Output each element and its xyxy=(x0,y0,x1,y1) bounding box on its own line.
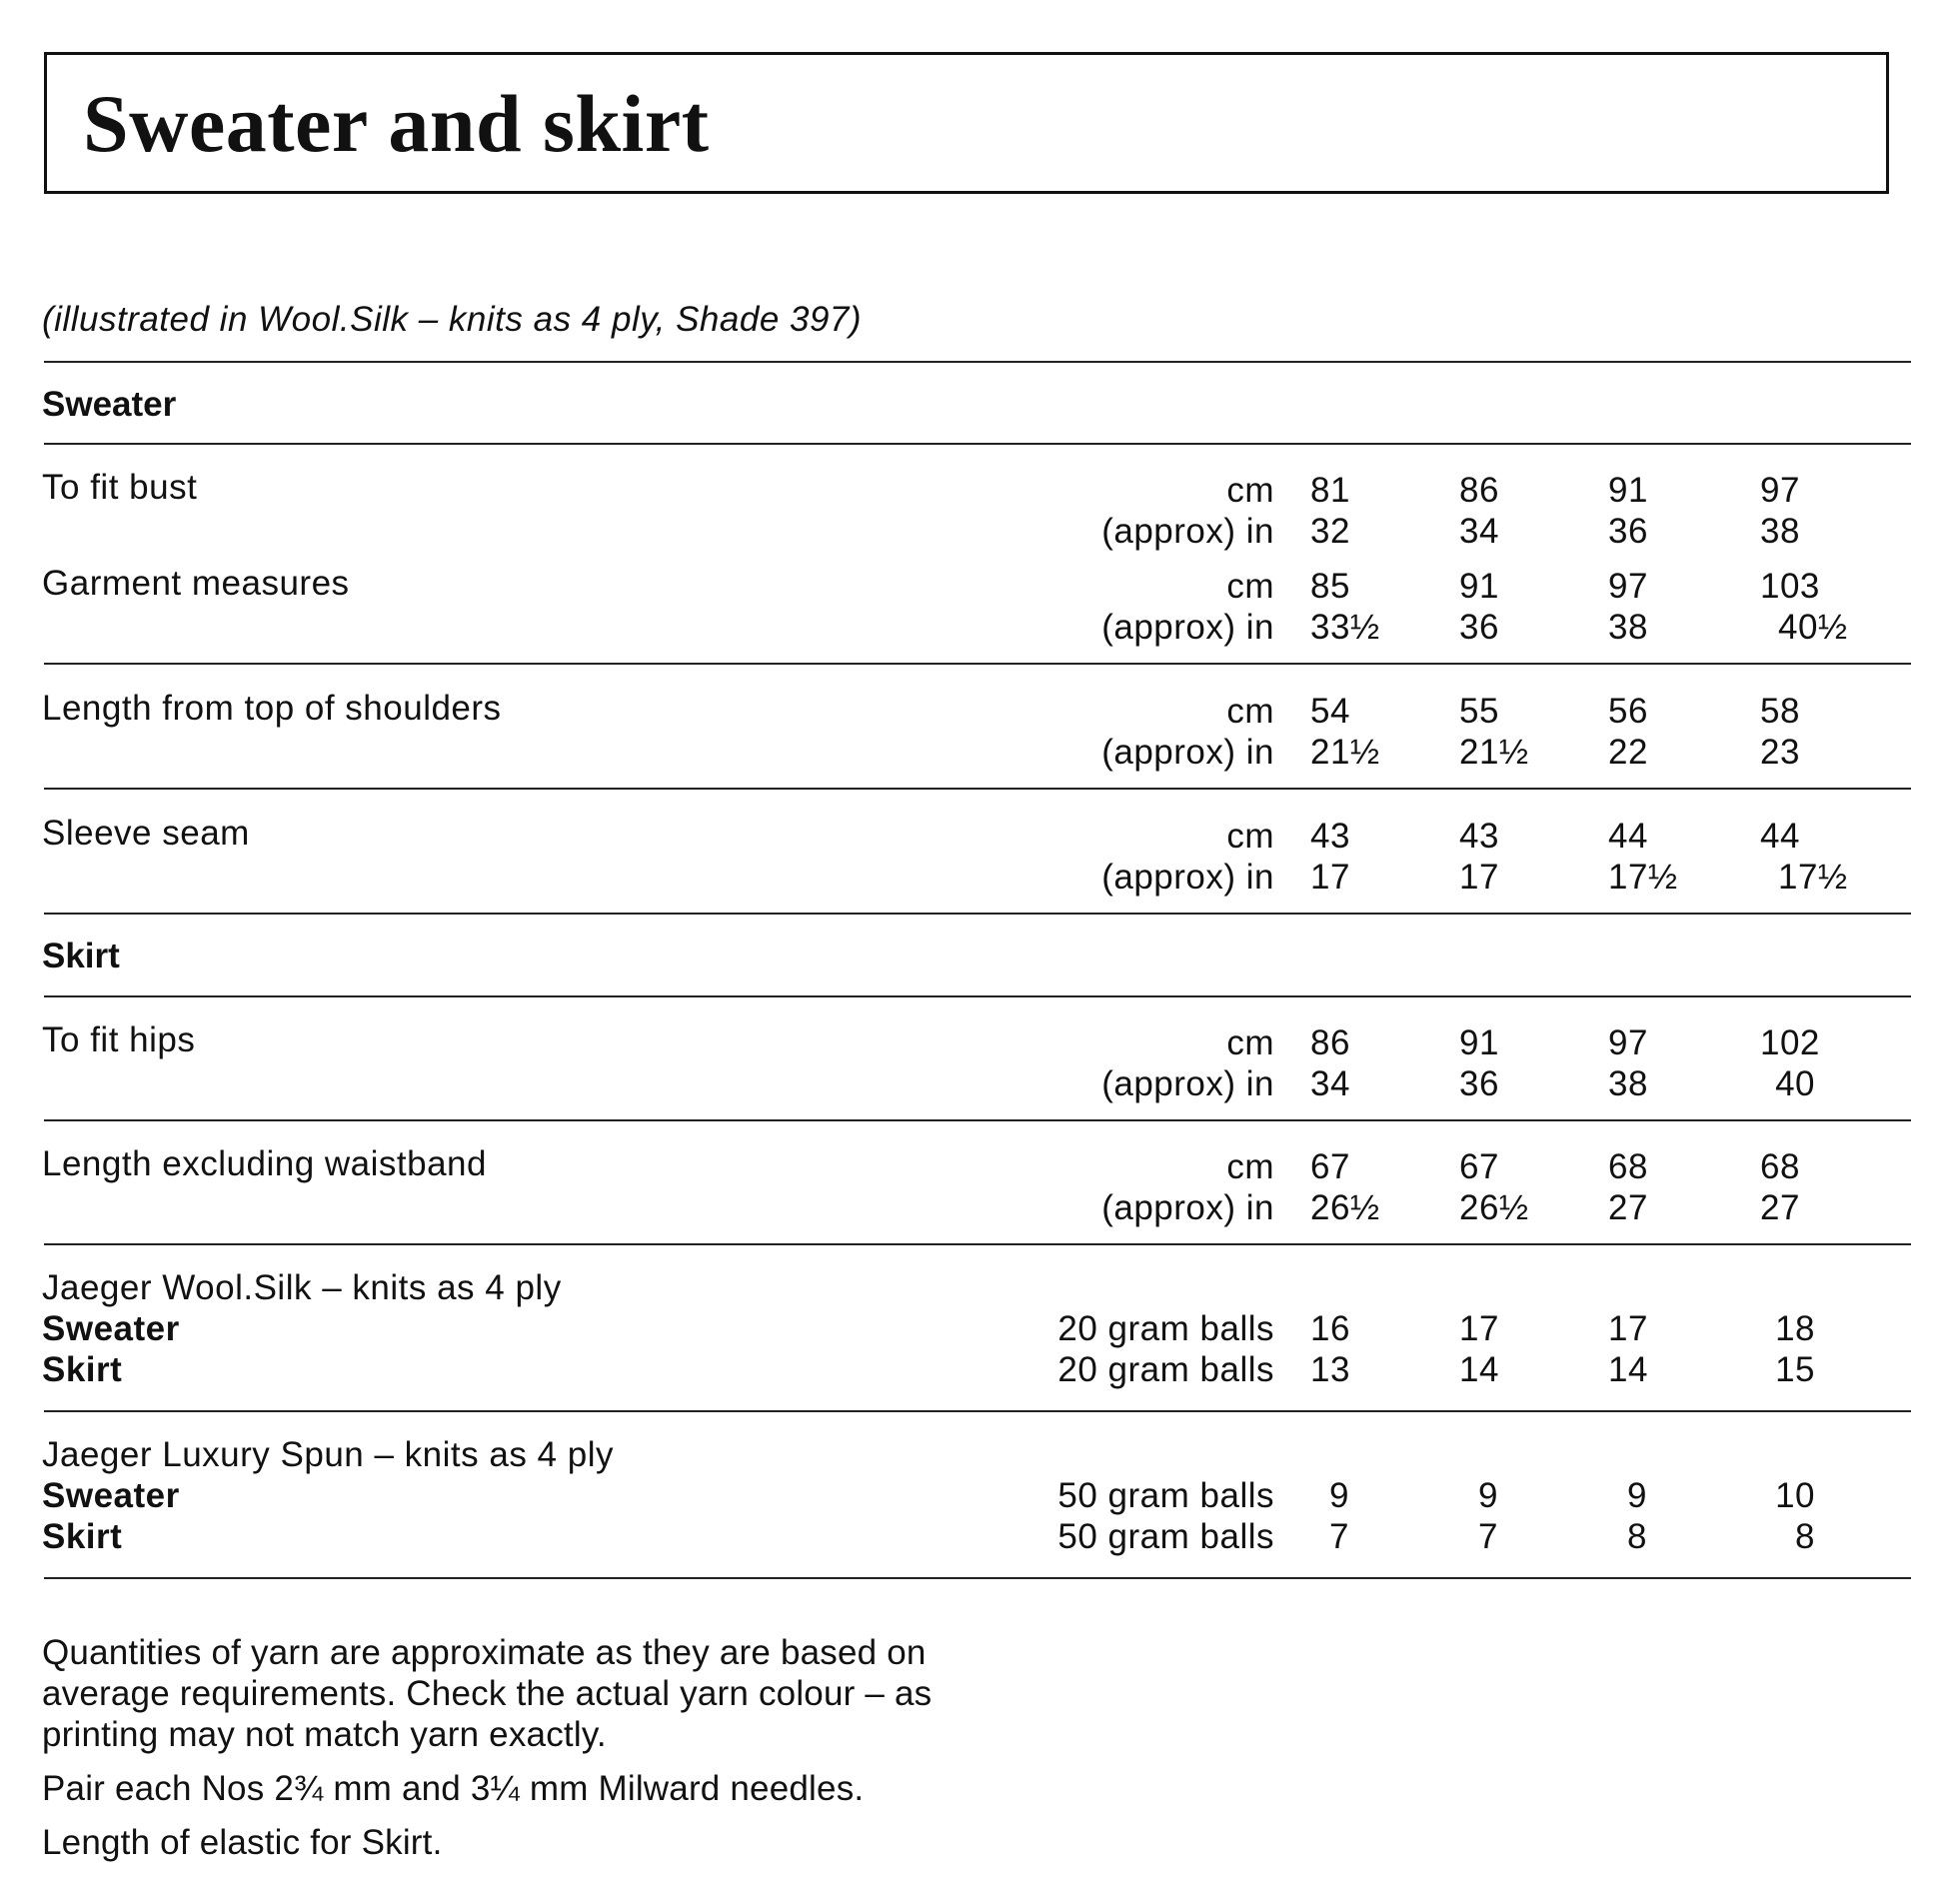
value-cell: 103 xyxy=(1760,567,1820,606)
divider xyxy=(44,443,1911,445)
divider xyxy=(44,1577,1911,1579)
value-cell: 17 xyxy=(1459,1309,1499,1348)
row-label-length-waistband: Length excluding waistband xyxy=(42,1144,487,1183)
yarn-unit: 50 gram balls xyxy=(1057,1476,1274,1515)
divider xyxy=(44,1119,1911,1121)
note-quantities-line-3: printing may not match yarn exactly. xyxy=(42,1715,607,1754)
value-cell: 34 xyxy=(1310,1064,1350,1103)
note-quantities-line-1: Quantities of yarn are approximate as they are based on xyxy=(42,1633,927,1672)
yarn-name-woolsilk: Jaeger Wool.Silk – knits as 4 ply xyxy=(42,1268,562,1307)
value-cell: 56 xyxy=(1608,692,1648,731)
row-label-fit-bust: To fit bust xyxy=(42,468,198,507)
value-cell: 86 xyxy=(1459,471,1499,510)
value-cell: 54 xyxy=(1310,692,1350,731)
value-cell: 21½ xyxy=(1459,733,1529,772)
value-cell: 44 xyxy=(1608,817,1648,856)
value-cell: 17½ xyxy=(1608,858,1678,897)
value-cell: 40 xyxy=(1775,1064,1815,1103)
value-cell: 9 xyxy=(1627,1476,1647,1515)
value-cell: 7 xyxy=(1478,1517,1498,1556)
value-cell: 97 xyxy=(1608,1023,1648,1062)
value-cell: 43 xyxy=(1459,817,1499,856)
value-cell: 23 xyxy=(1760,733,1800,772)
value-cell: 81 xyxy=(1310,471,1350,510)
value-cell: 85 xyxy=(1310,567,1350,606)
value-cell: 27 xyxy=(1608,1188,1648,1227)
note-needles: Pair each Nos 2¾ mm and 3¼ mm Milward needles. xyxy=(42,1769,865,1808)
divider xyxy=(44,1243,1911,1245)
divider xyxy=(44,913,1911,915)
value-cell: 97 xyxy=(1760,471,1800,510)
value-cell: 38 xyxy=(1608,608,1648,647)
value-cell: 13 xyxy=(1310,1350,1350,1389)
value-cell: 8 xyxy=(1795,1517,1815,1556)
unit-cm: cm xyxy=(1226,1147,1274,1186)
value-cell: 68 xyxy=(1608,1147,1648,1186)
value-cell: 36 xyxy=(1459,608,1499,647)
value-cell: 58 xyxy=(1760,692,1800,731)
yarn-sweater-label: Sweater xyxy=(42,1309,180,1348)
value-cell: 44 xyxy=(1760,817,1800,856)
value-cell: 91 xyxy=(1459,1023,1499,1062)
note-quantities-line-2: average requirements. Check the actual yarn colour – as xyxy=(42,1674,933,1713)
value-cell: 9 xyxy=(1329,1476,1349,1515)
unit-in: (approx) in xyxy=(1101,733,1274,772)
yarn-unit: 20 gram balls xyxy=(1057,1350,1274,1389)
value-cell: 10 xyxy=(1775,1476,1815,1515)
value-cell: 17 xyxy=(1310,858,1350,897)
value-cell: 8 xyxy=(1627,1517,1647,1556)
value-cell: 91 xyxy=(1608,471,1648,510)
title-box xyxy=(44,52,1889,194)
value-cell: 34 xyxy=(1459,512,1499,551)
yarn-skirt-label: Skirt xyxy=(42,1350,123,1389)
value-cell: 43 xyxy=(1310,817,1350,856)
value-cell: 27 xyxy=(1760,1188,1800,1227)
yarn-unit: 50 gram balls xyxy=(1057,1517,1274,1556)
value-cell: 32 xyxy=(1310,512,1350,551)
yarn-name-luxury-spun: Jaeger Luxury Spun – knits as 4 ply xyxy=(42,1435,614,1474)
divider xyxy=(44,1410,1911,1412)
subtitle: (illustrated in Wool.Silk – knits as 4 ply, Shade 397) xyxy=(42,300,863,339)
value-cell: 26½ xyxy=(1459,1188,1529,1227)
value-cell: 9 xyxy=(1478,1476,1498,1515)
value-cell: 17 xyxy=(1608,1309,1648,1348)
unit-in: (approx) in xyxy=(1101,858,1274,897)
note-elastic: Length of elastic for Skirt. xyxy=(42,1823,443,1862)
unit-cm: cm xyxy=(1226,1023,1274,1062)
value-cell: 86 xyxy=(1310,1023,1350,1062)
unit-in: (approx) in xyxy=(1101,1064,1274,1103)
yarn-sweater-label: Sweater xyxy=(42,1476,180,1515)
page-title: Sweater and skirt xyxy=(83,78,710,169)
divider xyxy=(44,663,1911,665)
divider xyxy=(44,995,1911,997)
row-label-fit-hips: To fit hips xyxy=(42,1020,196,1059)
value-cell: 36 xyxy=(1608,512,1648,551)
unit-cm: cm xyxy=(1226,692,1274,731)
value-cell: 22 xyxy=(1608,733,1648,772)
value-cell: 15 xyxy=(1775,1350,1815,1389)
value-cell: 67 xyxy=(1310,1147,1350,1186)
value-cell: 55 xyxy=(1459,692,1499,731)
section-heading-skirt: Skirt xyxy=(42,937,120,975)
value-cell: 97 xyxy=(1608,567,1648,606)
value-cell: 21½ xyxy=(1310,733,1380,772)
value-cell: 38 xyxy=(1760,512,1800,551)
row-label-length-shoulders: Length from top of shoulders xyxy=(42,689,502,728)
value-cell: 38 xyxy=(1608,1064,1648,1103)
value-cell: 18 xyxy=(1775,1309,1815,1348)
row-label-sleeve-seam: Sleeve seam xyxy=(42,814,250,853)
value-cell: 17½ xyxy=(1778,858,1848,897)
value-cell: 36 xyxy=(1459,1064,1499,1103)
unit-in: (approx) in xyxy=(1101,608,1274,647)
value-cell: 91 xyxy=(1459,567,1499,606)
value-cell: 33½ xyxy=(1310,608,1380,647)
section-heading-sweater: Sweater xyxy=(42,385,177,424)
unit-cm: cm xyxy=(1226,817,1274,856)
divider xyxy=(44,361,1911,363)
unit-in: (approx) in xyxy=(1101,512,1274,551)
value-cell: 16 xyxy=(1310,1309,1350,1348)
value-cell: 102 xyxy=(1760,1023,1820,1062)
value-cell: 68 xyxy=(1760,1147,1800,1186)
value-cell: 7 xyxy=(1329,1517,1349,1556)
value-cell: 67 xyxy=(1459,1147,1499,1186)
divider xyxy=(44,788,1911,790)
row-label-garment-measures: Garment measures xyxy=(42,564,350,603)
value-cell: 14 xyxy=(1459,1350,1499,1389)
value-cell: 40½ xyxy=(1778,608,1848,647)
yarn-skirt-label: Skirt xyxy=(42,1517,123,1556)
value-cell: 14 xyxy=(1608,1350,1648,1389)
unit-cm: cm xyxy=(1226,567,1274,606)
yarn-unit: 20 gram balls xyxy=(1057,1309,1274,1348)
value-cell: 17 xyxy=(1459,858,1499,897)
unit-in: (approx) in xyxy=(1101,1188,1274,1227)
unit-cm: cm xyxy=(1226,471,1274,510)
value-cell: 26½ xyxy=(1310,1188,1380,1227)
